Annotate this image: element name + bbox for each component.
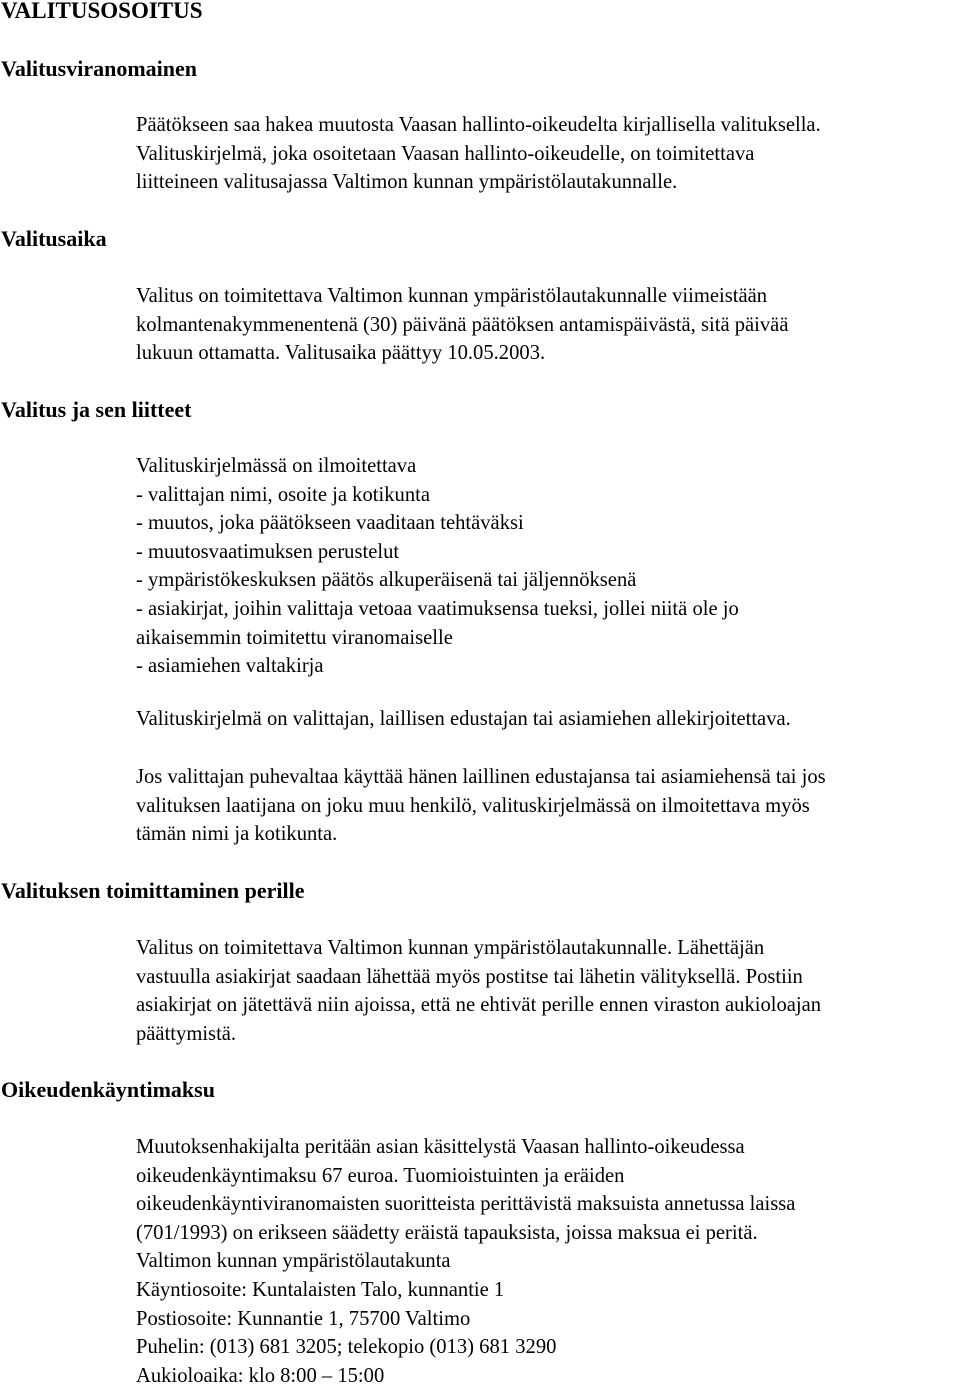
list-item: - muutosvaatimuksen perustelut (136, 540, 400, 563)
text-line: lukuun ottamatta. Valitusaika päättyy 10.05.2003. (136, 342, 546, 365)
text-line: Päätökseen saa hakea muutosta Vaasan hallinto-oikeudelta kirjallisella valituksella. (136, 114, 821, 136)
document-title: VALITUSOSOITUS (1, 0, 203, 23)
text-line: Muutoksenhakijalta peritään asian käsittelystä Vaasan hallinto-oikeudessa (136, 1136, 745, 1158)
section-allekirjoitus-text (136, 705, 791, 734)
heading-valitus-ja-liitteet: Valitus ja sen liitteet (1, 397, 192, 422)
text-line: Valituskirjelmä, joka osoitetaan Vaasan hallinto-oikeudelle, on toimitettava (136, 142, 755, 165)
list-intro: Valituskirjelmässä on ilmoitettava (136, 455, 417, 477)
text-line: vastuulla asiakirjat saadaan lähettää myös postitse tai lähetin välityksellä. Postiin (136, 965, 803, 988)
contact-postal-address: Postiosoite: Kunnantie 1, 75700 Valtimo (136, 1307, 471, 1330)
heading-valituksen-toimittaminen: Valituksen toimittaminen perille (1, 878, 305, 903)
text-line: Valitus on toimitettava Valtimon kunnan ympäristölautakunnalle viimeistään (136, 285, 768, 307)
section-maksu-text (136, 1133, 795, 1390)
text-line: kolmantenakymmenentenä (30) päivänä päätöksen antamispäivästä, sitä päivää (136, 313, 789, 336)
list-item: - muutos, joka päätökseen vaaditaan tehtäväksi (136, 512, 524, 535)
heading-valitusviranomainen: Valitusviranomainen (1, 56, 198, 81)
text-line: päättymistä. (136, 1022, 237, 1045)
contact-phone: Puhelin: (013) 681 3205; telekopio (013) 681 3290 (136, 1336, 557, 1359)
text-line: liitteineen valitusajassa Valtimon kunnan ympäristölautakunnalle. (136, 171, 678, 194)
text-line: asiakirjat on jätettävä niin ajoissa, että ne ehtivät perille ennen viraston aukioloajan (136, 994, 822, 1017)
section-edustaja-text (136, 763, 826, 849)
heading-valitusaika: Valitusaika (1, 226, 107, 251)
text-line: tämän nimi ja kotikunta. (136, 823, 338, 846)
heading-oikeudenkayntimaksu: Oikeudenkäyntimaksu (1, 1077, 215, 1102)
list-item: - asiamiehen valtakirja (136, 655, 324, 678)
text-line: (701/1993) on erikseen säädetty eräistä tapauksista, joissa maksua ei peritä. (136, 1221, 758, 1244)
text-line: Jos valittajan puhevaltaa käyttää hänen laillinen edustajansa tai asiamiehensä tai jos (136, 766, 826, 788)
list-item: - asiakirjat, joihin valittaja vetoaa vaatimuksensa tueksi, jollei niitä ole jo (136, 597, 739, 620)
section-valitusaika-text (136, 282, 788, 368)
section-liitteet-list (136, 452, 739, 681)
text-line: oikeudenkäyntimaksu 67 euroa. Tuomioistuinten ja eräiden (136, 1164, 625, 1187)
section-toimittaminen-text (136, 934, 821, 1048)
text-line: Valituskirjelmä on valittajan, laillisen edustajan tai asiamiehen allekirjoitettava. (136, 708, 791, 730)
list-item: - ympäristökeskuksen päätös alkuperäisenä tai jäljennöksenä (136, 569, 637, 592)
text-line: valituksen laatijana on joku muu henkilö, valituskirjelmässä on ilmoitettava myös (136, 794, 810, 817)
text-line: Valitus on toimitettava Valtimon kunnan ympäristölautakunnalle. Lähettäjän (136, 937, 765, 959)
contact-organization: Valtimon kunnan ympäristölautakunta (136, 1250, 451, 1273)
list-item-continuation: aikaisemmin toimitettu viranomaiselle (136, 626, 453, 649)
text-line: oikeudenkäyntiviranomaisten suoritteista perittävistä maksuista annetussa laissa (136, 1193, 796, 1216)
contact-opening-hours: Aukioloaika: klo 8:00 – 15:00 (136, 1364, 385, 1387)
list-item: - valittajan nimi, osoite ja kotikunta (136, 483, 430, 506)
section-viranomainen-text (136, 111, 821, 197)
contact-visiting-address: Käyntiosoite: Kuntalaisten Talo, kunnantie 1 (136, 1278, 505, 1301)
